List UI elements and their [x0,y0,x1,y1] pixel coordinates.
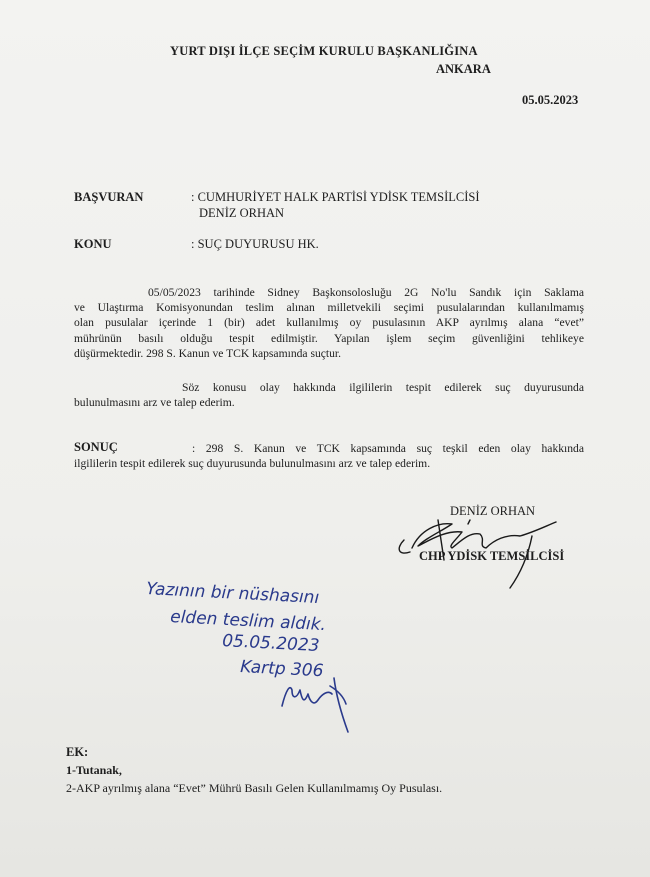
body-line: bulunulmasını arz ve talep ederim. [74,396,235,410]
addressee-city: ANKARA [436,62,491,76]
body-line: Söz konusu olay hakkında ilgililerin tespit edilerek suç duyurusunda [182,381,584,394]
handwritten-line: Kartp 306 [239,657,324,682]
attachments-label: EK: [66,745,89,759]
applicant-value: : CUMHURİYET HALK PARTİSİ YDİSK TEMSİLCİSİ [191,190,480,204]
handwritten-line: 05.05.2023 [221,631,320,657]
addressee-line: YURT DIŞI İLÇE SEÇİM KURULU BAŞKANLIĞINA [170,44,478,58]
applicant-label: BAŞVURAN [74,190,144,204]
subject-label: KONU [74,237,112,251]
handwritten-initials [282,678,348,732]
result-line: : 298 S. Kanun ve TCK kapsamında suç teşkil eden olay hakkında [192,442,584,455]
signatory-title: CHP YDİSK TEMSİLCİSİ [419,549,565,563]
document-date: 05.05.2023 [522,93,579,107]
body-line: 05/05/2023 tarihinde Sidney Başkonsolosluğu 2G No'lu Sandık için Saklama [148,286,584,299]
attachment-item: 2-AKP ayrılmış alana “Evet” Mührü Basılı Gelen Kullanılmamış Oy Pusulası. [66,781,443,795]
attachment-text: 1-Tutanak, [66,763,122,777]
applicant-name: DENİZ ORHAN [199,206,285,220]
body-line: düşürmektedir. 298 S. Kanun ve TCK kapsamında suçtur. [74,346,342,360]
result-label: SONUÇ [74,440,118,454]
handwritten-line: Yazının bir nüshasını [145,579,320,609]
subject-value: : SUÇ DUYURUSU HK. [191,237,319,251]
attachment-item [66,763,122,778]
handwritten-line: elden teslim aldık. [169,607,327,636]
body-line: mührünün basılı olduğu tespit edilmiştir. Yapılan işlem seçim güvenliğini tehlikeye [74,331,584,345]
result-line: ilgililerin tespit edilerek suç duyurusunda bulunulmasını arz ve talep ederim. [74,457,431,471]
body-line: ve Ulaştırma Komisyonundan teslim alınan milletvekili seçimi pusulalarından kullanılmamış [74,301,584,315]
body-line: olan pusulalar içerinde 1 (bir) adet kullanılmış oy pusulasının AKP ayrılmış alana “evet” [74,316,584,330]
signatory-name: DENİZ ORHAN [450,504,536,518]
